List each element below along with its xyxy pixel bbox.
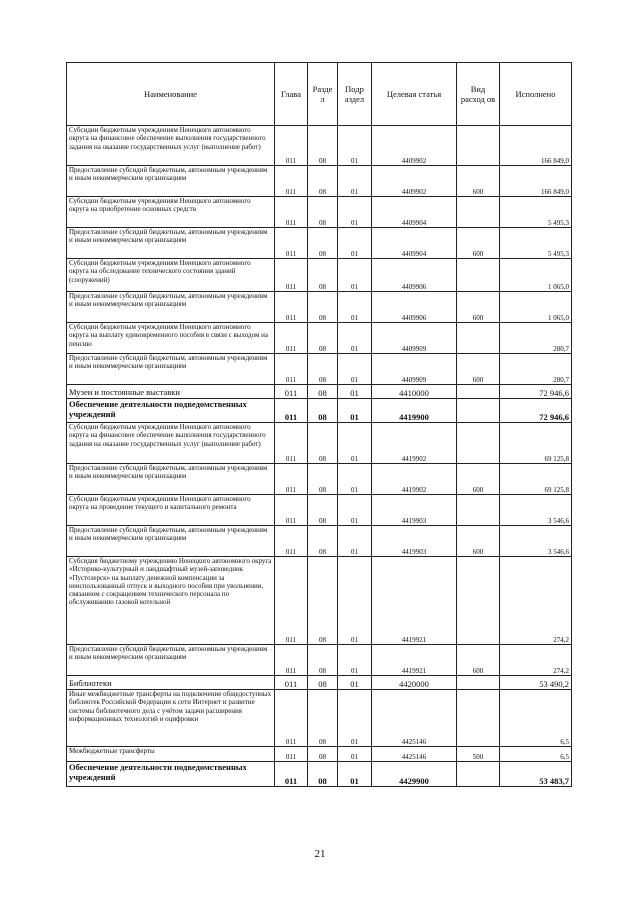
table-row (67, 495, 572, 526)
row-chapter: 011 (275, 526, 308, 557)
row-amount: 280,7 (500, 354, 572, 385)
row-section: 08 (308, 166, 338, 197)
row-chapter: 011 (275, 690, 308, 747)
row-target: 4410000 (372, 385, 457, 399)
row-amount: 6,5 (500, 747, 572, 762)
row-section: 08 (308, 690, 338, 747)
row-subsection: 01 (338, 495, 372, 526)
table-row (67, 166, 572, 197)
row-section: 08 (308, 228, 338, 259)
row-target: 4409909 (372, 323, 457, 354)
row-subsection: 01 (338, 166, 372, 197)
row-section: 08 (308, 399, 338, 423)
row-amount: 166 849,0 (500, 126, 572, 166)
row-amount: 3 546,6 (500, 526, 572, 557)
row-exp-type (457, 495, 500, 526)
row-subsection: 01 (338, 526, 372, 557)
table-row (67, 354, 572, 385)
row-section: 08 (308, 259, 338, 292)
table-row (67, 259, 572, 292)
table-row (67, 645, 572, 676)
row-name: Субсидии бюджетным учреждениям Ненецкого автономного округа на проведение текущего и капитального ремонта (67, 495, 275, 526)
row-chapter: 011 (275, 495, 308, 526)
row-name: Библиотеки (67, 676, 275, 690)
row-name: Предоставление субсидий бюджетным, автономным учреждениям и иным некоммерческим организациям (67, 292, 275, 323)
row-amount: 280,7 (500, 323, 572, 354)
col-executed-header: Исполнено (500, 63, 572, 126)
row-amount: 1 065,0 (500, 259, 572, 292)
row-chapter: 011 (275, 645, 308, 676)
row-chapter: 011 (275, 464, 308, 495)
row-target: 4409902 (372, 166, 457, 197)
row-section: 08 (308, 292, 338, 323)
row-subsection: 01 (338, 354, 372, 385)
row-chapter: 011 (275, 323, 308, 354)
row-name: Субсидии бюджетным учреждениям Ненецкого автономного округа на приобретение основных средств (67, 197, 275, 228)
row-section: 08 (308, 197, 338, 228)
row-target: 4419902 (372, 464, 457, 495)
row-section: 08 (308, 385, 338, 399)
table-row (67, 197, 572, 228)
table-row (67, 557, 572, 645)
row-target: 4425146 (372, 690, 457, 747)
row-section: 08 (308, 323, 338, 354)
row-name: Субсидия бюджетному учреждению Ненецкого автономного округа «Историко-культурный и ландшафтный музей-заповедник «Пустозерск» на выплату денежной компенсации за неиспользованный отпуск и выходного пособия при увольнении, связанном с сокращением технического персонала по обслуживанию газовой котельной (67, 557, 275, 645)
row-target: 4420000 (372, 676, 457, 690)
row-amount: 5 495,3 (500, 228, 572, 259)
row-exp-type: 600 (457, 526, 500, 557)
table-body (67, 126, 572, 787)
row-amount: 53 483,7 (500, 762, 572, 787)
row-section: 08 (308, 762, 338, 787)
col-chapter-header: Глава (275, 63, 308, 126)
table-row (67, 385, 572, 399)
table-row (67, 292, 572, 323)
table-row (67, 747, 572, 762)
row-target: 4409906 (372, 259, 457, 292)
row-target: 4409909 (372, 354, 457, 385)
row-target: 4429900 (372, 762, 457, 787)
row-amount: 166 849,0 (500, 166, 572, 197)
table-row (67, 762, 572, 787)
row-chapter: 011 (275, 354, 308, 385)
row-subsection: 01 (338, 259, 372, 292)
row-section: 08 (308, 526, 338, 557)
row-exp-type: 500 (457, 747, 500, 762)
row-name: Обеспечение деятельности подведомственных учреждений (67, 762, 275, 787)
table-row (67, 126, 572, 166)
header-row (67, 63, 572, 126)
row-exp-type: 600 (457, 645, 500, 676)
row-name: Музеи и постоянные выставки (67, 385, 275, 399)
row-name: Предоставление субсидий бюджетным, автономным учреждениям и иным некоммерческим организациям (67, 354, 275, 385)
row-exp-type (457, 762, 500, 787)
row-subsection: 01 (338, 399, 372, 423)
row-amount: 53 490,2 (500, 676, 572, 690)
row-target: 4425146 (372, 747, 457, 762)
row-section: 08 (308, 423, 338, 464)
row-chapter: 011 (275, 166, 308, 197)
row-subsection: 01 (338, 323, 372, 354)
row-chapter: 011 (275, 126, 308, 166)
table-row (67, 526, 572, 557)
row-amount: 1 065,0 (500, 292, 572, 323)
table-row (67, 323, 572, 354)
row-name: Субсидии бюджетным учреждениям Ненецкого автономного округа на выплату единовременного пособия в связи с выходом на пенсию (67, 323, 275, 354)
row-chapter: 011 (275, 747, 308, 762)
row-subsection: 01 (338, 645, 372, 676)
row-name: Предоставление субсидий бюджетным, автономным учреждениям и иным некоммерческим организациям (67, 645, 275, 676)
row-target: 4419903 (372, 526, 457, 557)
row-exp-type (457, 676, 500, 690)
row-amount: 274,2 (500, 645, 572, 676)
row-target: 4409904 (372, 197, 457, 228)
row-subsection: 01 (338, 557, 372, 645)
col-subsection-header: Подр аздел (338, 63, 372, 126)
row-exp-type (457, 259, 500, 292)
row-subsection: 01 (338, 423, 372, 464)
row-amount: 3 546,6 (500, 495, 572, 526)
row-amount: 5 495,3 (500, 197, 572, 228)
row-amount: 72 946,6 (500, 399, 572, 423)
row-chapter: 011 (275, 423, 308, 464)
row-section: 08 (308, 464, 338, 495)
row-amount: 69 125,8 (500, 464, 572, 495)
row-exp-type (457, 557, 500, 645)
row-subsection: 01 (338, 464, 372, 495)
row-section: 08 (308, 747, 338, 762)
col-target-header: Целевая статья (372, 63, 457, 126)
row-section: 08 (308, 495, 338, 526)
row-exp-type (457, 197, 500, 228)
row-subsection: 01 (338, 690, 372, 747)
row-subsection: 01 (338, 228, 372, 259)
row-target: 4409904 (372, 228, 457, 259)
row-chapter: 011 (275, 399, 308, 423)
row-name: Предоставление субсидий бюджетным, автономным учреждениям и иным некоммерческим организациям (67, 464, 275, 495)
col-exptype-header: Вид расход ов (457, 63, 500, 126)
row-chapter: 011 (275, 197, 308, 228)
row-section: 08 (308, 645, 338, 676)
row-subsection: 01 (338, 747, 372, 762)
table-row (67, 676, 572, 690)
row-subsection: 01 (338, 126, 372, 166)
row-amount: 6,5 (500, 690, 572, 747)
row-chapter: 011 (275, 259, 308, 292)
row-subsection: 01 (338, 292, 372, 323)
table-row (67, 228, 572, 259)
row-exp-type (457, 690, 500, 747)
row-target: 4419900 (372, 399, 457, 423)
row-amount: 72 946,6 (500, 385, 572, 399)
row-target: 4419921 (372, 645, 457, 676)
row-section: 08 (308, 676, 338, 690)
row-section: 08 (308, 557, 338, 645)
row-chapter: 011 (275, 676, 308, 690)
row-amount: 274,2 (500, 557, 572, 645)
row-amount: 69 125,8 (500, 423, 572, 464)
row-name: Обеспечение деятельности подведомственных учреждений (67, 399, 275, 423)
row-target: 4409906 (372, 292, 457, 323)
row-section: 08 (308, 354, 338, 385)
table-row (67, 464, 572, 495)
row-target: 4409902 (372, 126, 457, 166)
row-exp-type: 600 (457, 292, 500, 323)
row-section: 08 (308, 126, 338, 166)
row-chapter: 011 (275, 557, 308, 645)
row-subsection: 01 (338, 197, 372, 228)
row-name: Предоставление субсидий бюджетным, автономным учреждениям и иным некоммерческим организациям (67, 526, 275, 557)
row-chapter: 011 (275, 385, 308, 399)
row-subsection: 01 (338, 385, 372, 399)
col-section-header: Разде л (308, 63, 338, 126)
row-chapter: 011 (275, 762, 308, 787)
row-chapter: 011 (275, 228, 308, 259)
row-name: Субсидии бюджетным учреждениям Ненецкого автономного округа на обследование технического состояния зданий (сооружений) (67, 259, 275, 292)
row-target: 4419902 (372, 423, 457, 464)
row-chapter: 011 (275, 292, 308, 323)
row-exp-type: 600 (457, 464, 500, 495)
row-exp-type (457, 126, 500, 166)
row-exp-type (457, 399, 500, 423)
row-name: Предоставление субсидий бюджетным, автономным учреждениям и иным некоммерческим организациям (67, 228, 275, 259)
row-subsection: 01 (338, 762, 372, 787)
row-exp-type: 600 (457, 228, 500, 259)
table-row (67, 423, 572, 464)
row-name: Предоставление субсидий бюджетным, автономным учреждениям и иным некоммерческим организациям (67, 166, 275, 197)
row-name: Субсидии бюджетным учреждениям Ненецкого автономного округа на финансовое обеспечение выполнения государственного задания на оказание государственных услуг (выполнение работ) (67, 126, 275, 166)
row-target: 4419921 (372, 557, 457, 645)
page-number: 21 (314, 848, 326, 860)
row-exp-type (457, 385, 500, 399)
row-name: Иные межбюджетные трансферты на подключение общедоступных библиотек Российской Федерации к сети Интернет и развитие системы библиотечного дела с учётом задачи расширения информационных технологий и оцифровки (67, 690, 275, 747)
budget-table (66, 62, 572, 787)
row-subsection: 01 (338, 676, 372, 690)
col-name-header: Наименование (67, 63, 275, 126)
row-target: 4419903 (372, 495, 457, 526)
table-row (67, 690, 572, 747)
table-row (67, 399, 572, 423)
row-exp-type: 600 (457, 354, 500, 385)
row-exp-type (457, 423, 500, 464)
row-name: Субсидии бюджетным учреждениям Ненецкого автономного округа на финансовое обеспечение выполнения государственного задания на оказание государственных услуг (выполнение работ) (67, 423, 275, 464)
row-exp-type (457, 323, 500, 354)
row-exp-type: 600 (457, 166, 500, 197)
row-name: Межбюджетные трансферты (67, 747, 275, 762)
